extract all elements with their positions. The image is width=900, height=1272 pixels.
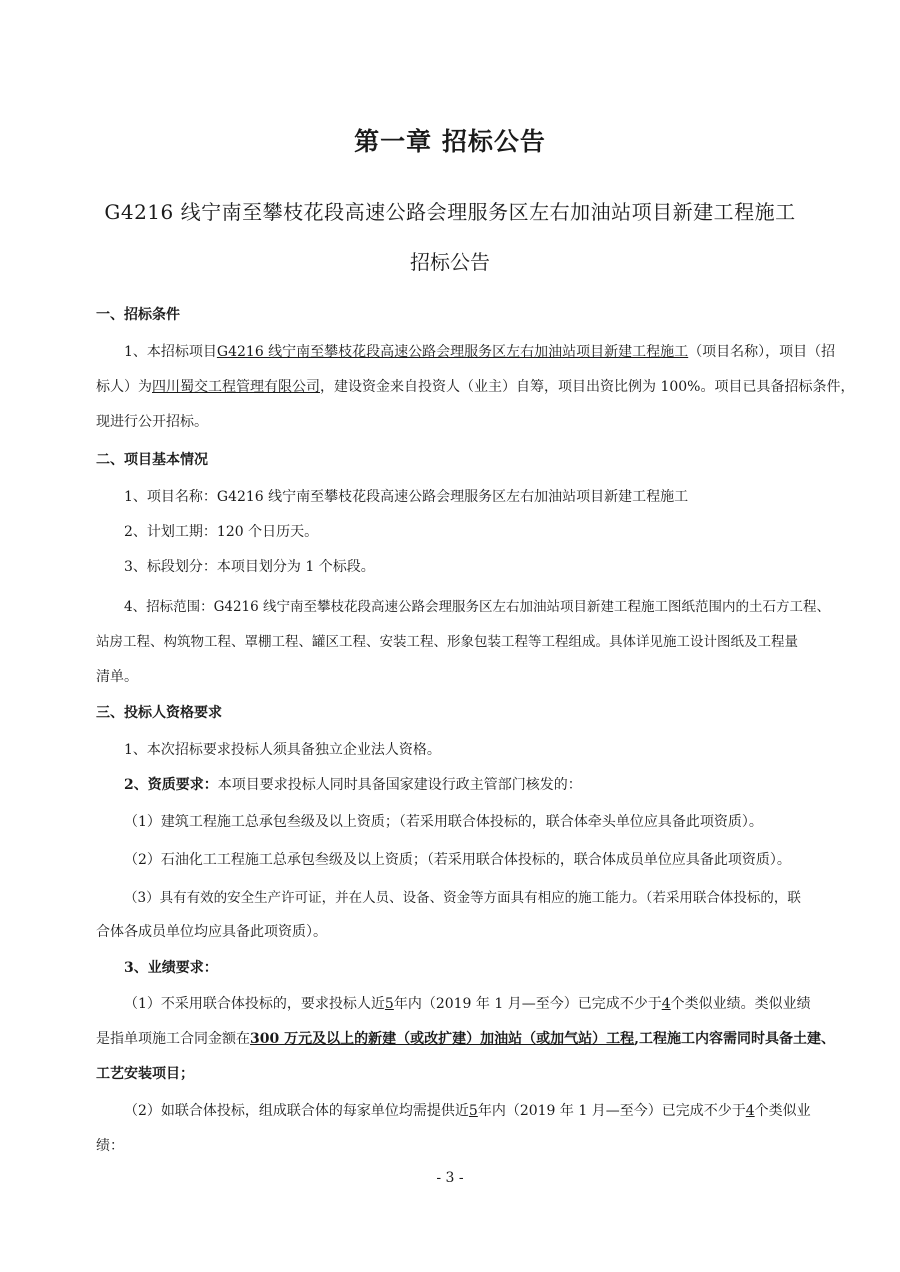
paragraph-line: 1、项目名称：G4216 线宁南至攀枝花段高速公路会理服务区左右加油站项目新建工程施工	[124, 489, 689, 505]
notice-title-line2: 招标公告	[410, 250, 490, 274]
paragraph-line: 绩：	[96, 1138, 124, 1154]
page-number: - 3 -	[436, 1170, 464, 1186]
paragraph-line: 工艺安装项目；	[96, 1066, 194, 1082]
paragraph-line: 站房工程、构筑物工程、罩棚工程、罐区工程、安装工程、形象包装工程等工程组成。具体详见施工设计图纸及工程量	[96, 634, 798, 650]
section-heading-2: 二、项目基本情况	[96, 452, 208, 468]
paragraph-line: 1、本招标项目G4216 线宁南至攀枝花段高速公路会理服务区左右加油站项目新建工程施工（项目名称），项目（招	[124, 344, 836, 360]
paragraph-line: 现进行公开招标。	[96, 414, 208, 430]
project-name-underlined: G4216 线宁南至攀枝花段高速公路会理服务区左右加油站项目新建工程施工	[216, 344, 689, 360]
paragraph-line: 1、本次招标要求投标人须具备独立企业法人资格。	[124, 742, 441, 758]
section-heading-1: 一、招标条件	[96, 307, 180, 323]
paragraph-line: （2）如联合体投标，组成联合体的每家单位均需提供近5年内（2019 年 1 月—至今）已完成不少于4个类似业	[124, 1103, 811, 1119]
paragraph-line: 合体各成员单位均应具备此项资质）。	[96, 924, 327, 940]
paragraph-line: 2、计划工期：120 个日历天。	[124, 524, 319, 540]
paragraph-line: （1）不采用联合体投标的，要求投标人近5年内（2019 年 1 月—至今）已完成不少于4个类似业绩。类似业绩	[124, 996, 811, 1012]
paragraph-line: 标人）为四川蜀交工程管理有限公司，建设资金来自投资人（业主）自筹，项目出资比例为 100%。项目已具备招标条件，	[96, 379, 855, 395]
scope-underlined: 300 万元及以上的新建（或改扩建）加油站（或加气站）工程	[250, 1031, 635, 1047]
paragraph-line: 清单。	[96, 669, 138, 685]
chapter-title: 第一章 招标公告	[354, 127, 546, 156]
paragraph-line: （3）具有有效的安全生产许可证，并在人员、设备、资金等方面具有相应的施工能力。（若采用联合体投标的，联	[124, 890, 801, 906]
section-heading-3: 三、投标人资格要求	[96, 705, 222, 721]
paragraph-line: 是指单项施工合同金额在300 万元及以上的新建（或改扩建）加油站（或加气站）工程,工程施工内容需同时具备土建、	[96, 1031, 835, 1047]
paragraph-line: 2、资质要求：本项目要求投标人同时具备国家建设行政主管部门核发的：	[124, 777, 582, 793]
paragraph-line: （2）石油化工工程施工总承包叁级及以上资质；（若采用联合体投标的，联合体成员单位应具备此项资质）。	[124, 852, 791, 868]
paragraph-line: 4、招标范围：G4216 线宁南至攀枝花段高速公路会理服务区左右加油站项目新建工程施工图纸范围内的土石方工程、	[124, 599, 831, 615]
subheading-performance: 3、业绩要求：	[124, 960, 218, 976]
paragraph-line: 3、标段划分：本项目划分为 1 个标段。	[124, 559, 375, 575]
tenderer-underlined: 四川蜀交工程管理有限公司	[152, 379, 320, 395]
paragraph-line: （1）建筑工程施工总承包叁级及以上资质；（若采用联合体投标的，联合体牵头单位应具备此项资质）。	[124, 814, 763, 830]
notice-title-line1: G4216 线宁南至攀枝花段高速公路会理服务区左右加油站项目新建工程施工	[104, 200, 796, 224]
